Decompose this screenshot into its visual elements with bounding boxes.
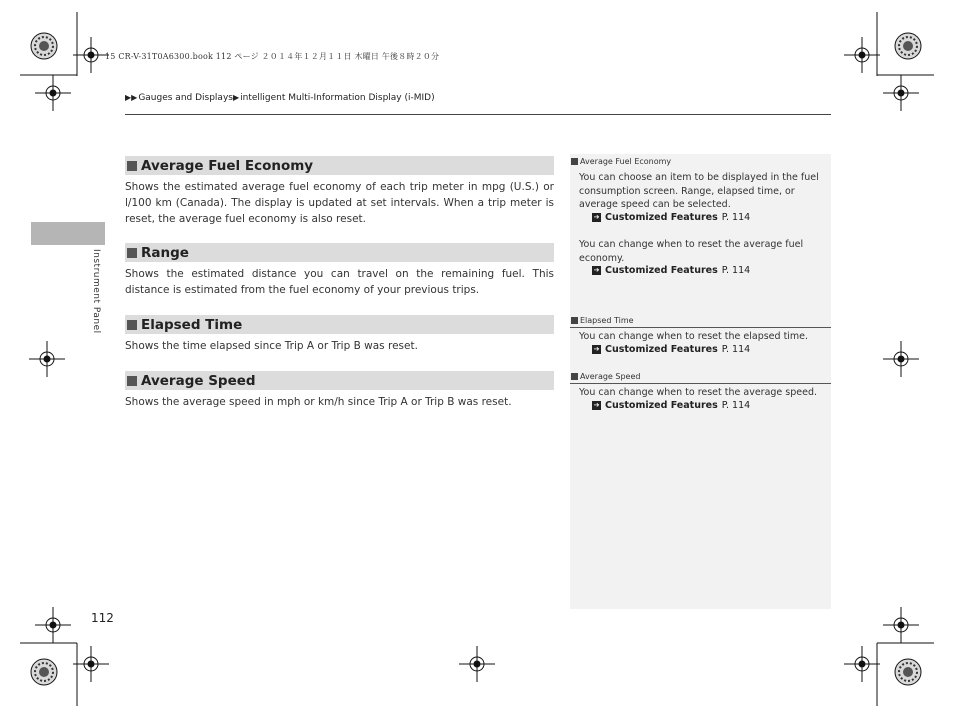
note-text: You can choose an item to be displayed in the fuel consumption screen. Range, elapsed time, or average speed can be selected. <box>579 172 819 210</box>
note-text: You can change when to reset the average fuel economy. <box>579 239 804 264</box>
bullet-square-icon <box>127 161 137 171</box>
header-divider <box>125 114 831 115</box>
print-header: 15 CR-V-31T0A6300.book 112 ページ ２０１４年１２月１１日 木曜日 午後８時２０分 <box>105 52 440 61</box>
chapter-tab[interactable] <box>31 222 105 245</box>
note-title: Elapsed Time <box>580 315 634 325</box>
bullet-square-icon <box>127 320 137 330</box>
section-heading <box>125 371 554 390</box>
note-heading <box>570 369 831 384</box>
section-body: Shows the average speed in mph or km/h since Trip A or Trip B was reset. <box>125 396 512 408</box>
reference-page: P. 114 <box>721 212 751 223</box>
reference-arrow-icon: ➔ <box>593 213 600 221</box>
section-heading <box>125 156 554 175</box>
note-text: You can change when to reset the average speed. <box>579 387 818 398</box>
page-number: 112 <box>91 611 114 625</box>
reference-label: Customized Features <box>605 400 718 411</box>
reference-arrow-icon: ➔ <box>593 401 600 409</box>
section-title: Average Fuel Economy <box>141 157 314 174</box>
section-body: Shows the estimated distance you can travel on the remaining fuel. This distance is estimated from the fuel economy of your previous trips. <box>125 268 554 296</box>
chapter-label: Instrument Panel <box>91 249 101 334</box>
section-heading <box>125 315 554 334</box>
section-title: Elapsed Time <box>141 316 243 333</box>
note-heading <box>570 154 831 168</box>
reference-arrow-icon: ➔ <box>593 345 600 353</box>
reference-page: P. 114 <box>721 265 751 276</box>
reference-label: Customized Features <box>605 265 718 276</box>
cross-reference-link[interactable] <box>592 265 750 276</box>
reference-label: Customized Features <box>605 344 718 355</box>
bullet-square-icon <box>127 376 137 386</box>
reference-label: Customized Features <box>605 212 718 223</box>
reference-page: P. 114 <box>721 400 751 411</box>
breadcrumb-item[interactable]: intelligent Multi-Information Display (i-MID) <box>240 93 435 103</box>
breadcrumb-arrow-icon: ▶▶ <box>125 93 138 102</box>
note-marker-icon <box>571 373 578 380</box>
bullet-square-icon <box>127 248 137 258</box>
section-body: Shows the estimated average fuel economy of each trip meter in mpg (U.S.) or l/100 km (Canada). The display is updated at set intervals. When a trip meter is reset, the average fuel economy is also reset. <box>125 181 554 225</box>
reference-arrow-icon: ➔ <box>593 266 600 274</box>
section-title: Average Speed <box>141 372 256 389</box>
breadcrumb-item[interactable]: Gauges and Displays <box>138 93 233 103</box>
note-title: Average Speed <box>580 371 641 381</box>
section-heading <box>125 243 554 262</box>
reference-page: P. 114 <box>721 344 751 355</box>
breadcrumb-arrow-icon: ▶ <box>232 93 240 102</box>
cross-reference-link[interactable] <box>592 212 750 223</box>
note-heading <box>570 313 831 328</box>
section-title: Range <box>141 244 189 261</box>
note-marker-icon <box>571 158 578 165</box>
section-body: Shows the time elapsed since Trip A or Trip B was reset. <box>125 340 418 352</box>
cross-reference-link[interactable] <box>592 400 750 411</box>
note-title: Average Fuel Economy <box>580 156 672 166</box>
breadcrumb <box>125 93 435 103</box>
note-text: You can change when to reset the elapsed time. <box>579 331 809 342</box>
note-marker-icon <box>571 317 578 324</box>
cross-reference-link[interactable] <box>592 344 750 355</box>
